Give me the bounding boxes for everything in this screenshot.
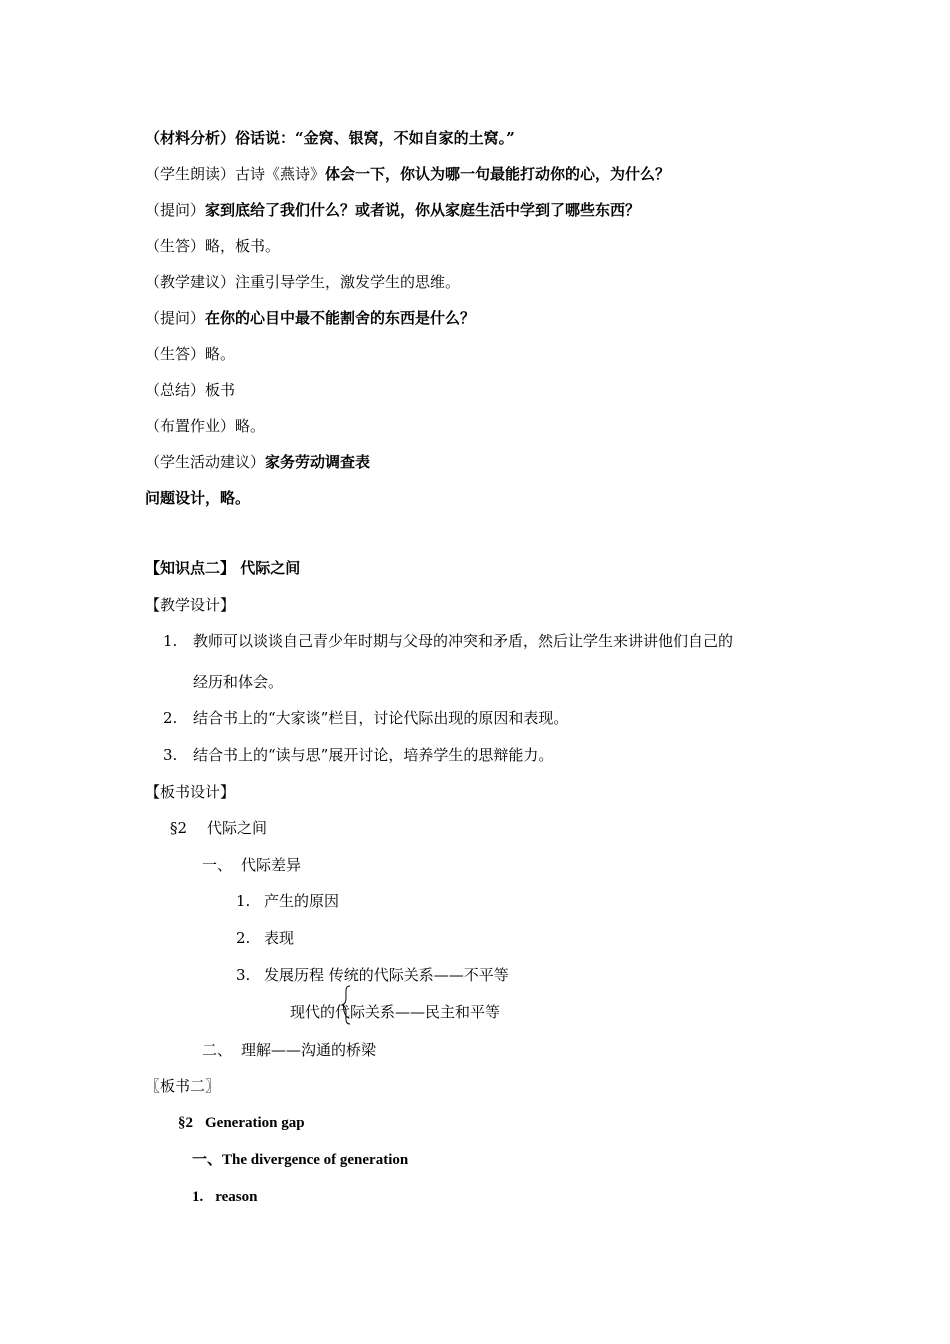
question-line-2 [145, 308, 475, 328]
board-two-label: 〖板书二〗 [145, 1077, 221, 1095]
material-analysis-line: （材料分析）俗话说：“金窝、银窝，不如自家的土窝。” [145, 129, 515, 147]
list-item-text-continued: 经历和体会。 [193, 673, 284, 691]
board-heading-2-number: 二、 [202, 1041, 233, 1059]
label: （学生活动建议） [145, 453, 266, 471]
board-two-heading-1: 一、The divergence of generation [192, 1152, 409, 1168]
label: （提问） [145, 201, 206, 219]
list-item-number: 2. [163, 709, 178, 727]
question-text: 在你的心目中最不能割舍的东西是什么？ [205, 309, 476, 327]
question-text: 体会一下，你认为哪一句最能打动你的心，为什么？ [325, 165, 671, 183]
board-two-title [178, 1113, 305, 1133]
item-number: 1. [192, 1189, 204, 1205]
board-heading-2-text: 理解——沟通的桥梁 [241, 1041, 377, 1059]
student-answer-line-1: （生答）略，板书。 [145, 237, 281, 255]
section-heading: 【知识点二】 代际之间 [145, 559, 301, 577]
question-text: 家到底给了我们什么？或者说，你从家庭生活中学到了哪些东西？ [205, 201, 641, 219]
list-item-number: 3. [163, 746, 178, 764]
title-text: Generation gap [205, 1115, 305, 1131]
board-section-number: §2 [170, 819, 188, 837]
teaching-suggestion-line: （教学建议）注重引导学生，激发学生的思维。 [145, 273, 461, 291]
teaching-design-label: 【教学设计】 [145, 596, 236, 614]
board-sub-number: 2. [236, 929, 251, 947]
question-line-1 [145, 200, 640, 220]
student-reading-line [145, 164, 670, 184]
board-sub-number: 1. [236, 892, 251, 910]
summary-line: （总结）板书 [145, 381, 236, 399]
list-item-text: 结合书上的“大家谈”栏目，讨论代际出现的原因和表现。 [193, 709, 569, 727]
board-modern-relation: 现代的代际关系——民主和平等 [290, 1003, 501, 1021]
item-text: reason [215, 1189, 258, 1205]
list-item-text: 结合书上的“读与思”展开讨论，培养学生的思辩能力。 [193, 746, 554, 764]
activity-suggestion-line [145, 452, 370, 472]
board-design-label: 【板书设计】 [145, 783, 236, 801]
list-item-number: 1. [163, 632, 178, 650]
label: （学生朗读）古诗《燕诗》 [145, 165, 326, 183]
label: （提问） [145, 309, 206, 327]
title-number: §2 [178, 1115, 193, 1131]
board-heading-1-number: 一、 [202, 856, 233, 874]
board-sub-text: 发展历程 传统的代际关系——不平等 [264, 966, 509, 984]
board-two-item-1 [192, 1187, 257, 1207]
list-item-text: 教师可以谈谈自己青少年时期与父母的冲突和矛盾，然后让学生来讲讲他们自己的 [193, 632, 734, 650]
board-heading-1-text: 代际差异 [241, 856, 302, 874]
board-section-title: 代际之间 [207, 819, 268, 837]
board-sub-number: 3. [236, 966, 251, 984]
homework-line: （布置作业）略。 [145, 417, 266, 435]
board-sub-text: 产生的原因 [264, 892, 340, 910]
board-sub-text: 表现 [264, 929, 295, 947]
activity-text: 家务劳动调查表 [265, 453, 371, 471]
student-answer-line-2: （生答）略。 [145, 345, 236, 363]
question-design-line: 问题设计，略。 [145, 489, 251, 507]
